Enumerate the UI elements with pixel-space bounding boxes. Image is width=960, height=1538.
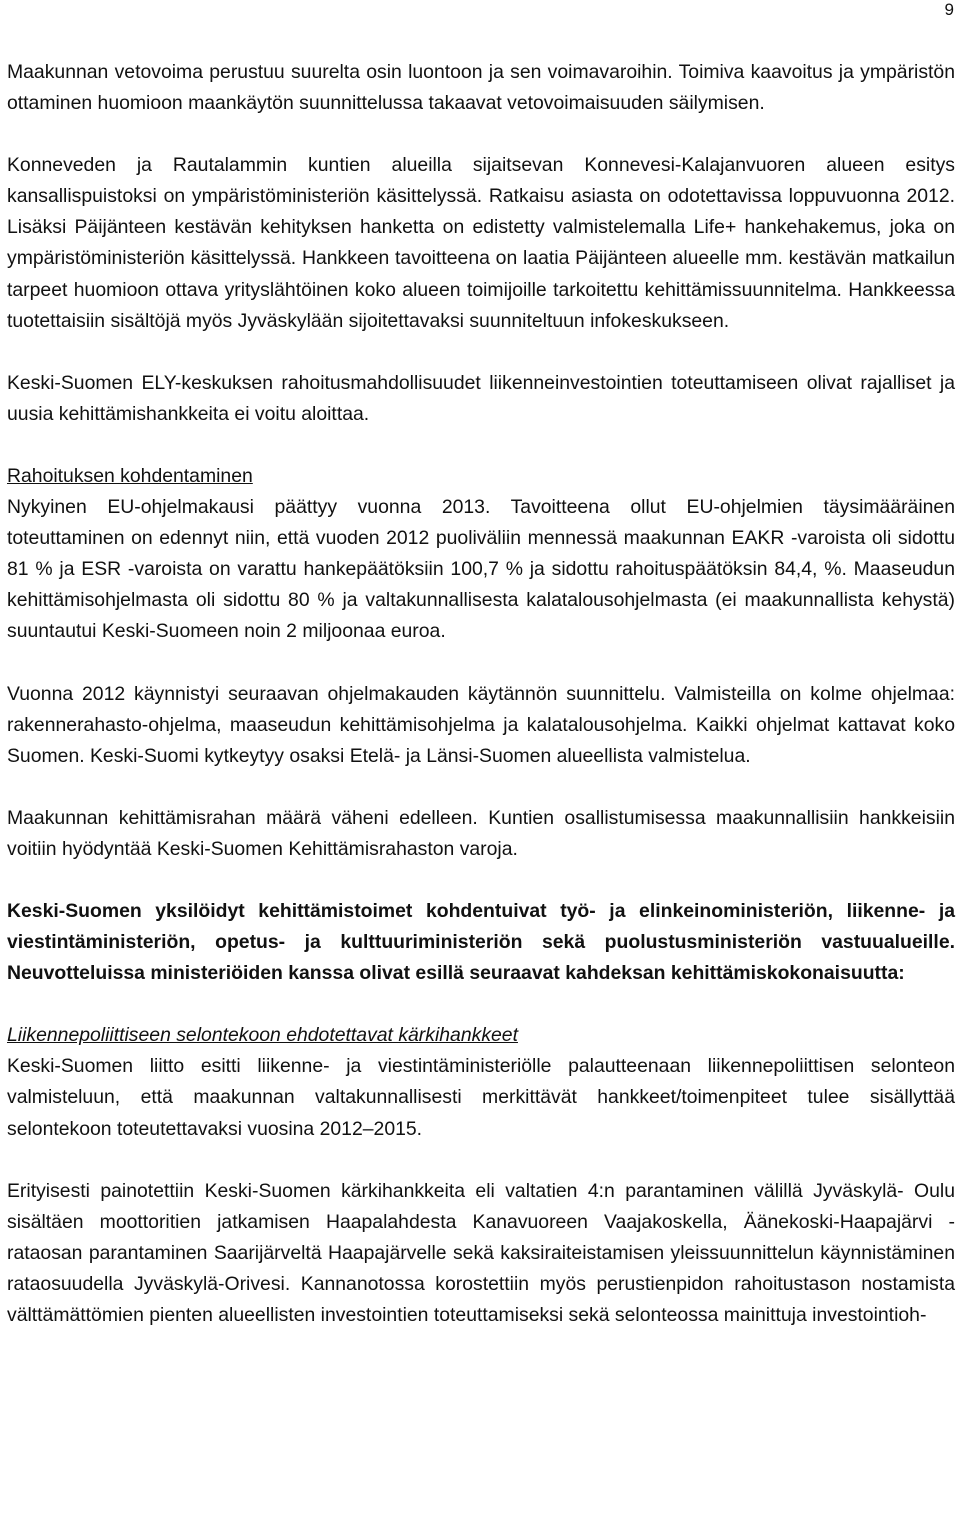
paragraph-ohjelmakauden-suunnittelu: Vuonna 2012 käynnistyi seuraavan ohjelmakauden käytännön suunnittelu. Valmisteilla on kolme ohjelmaa: rakennerahasto-ohjelma, maaseudun kehittämisohjelma ja kalatalousohjelma. Kaikki ohjelmat kattavat koko Suomen. Keski-Suomi kytkeytyy osaksi Etelä- ja Länsi-Suomen alueellista valmistelua. <box>7 682 955 767</box>
paragraph-karkihankkeet: Erityisesti painotettiin Keski-Suomen kärkihankkeita eli valtatien 4:n parantaminen välillä Jyväskylä- Oulu sisältäen moottoritien jatkamisen Haapalahdesta Kanavuoreen Vaajakoskella, Äänekoski-Haapajärvi -rataosan parantaminen Saarijärveltä Haapajärvelle sekä kaksiraiteistamisen yleissuunnittelun käynnistäminen rataosuudella Jyväskylä-Orivesi. Kannanotossa korostettiin myös perustienpidon rahoitustason nostamista välttämättömien pienten alueellisten investointien toteuttamiseksi sekä selonteossa mainittuja investointioh- <box>7 1179 955 1326</box>
paragraph-vetovoima: Maakunnan vetovoima perustuu suurelta osin luontoon ja sen voimavaroihin. Toimiva kaavoitus ja ympäristön ottaminen huomioon maankäytön suunnittelussa takaavat vetovoimaisuuden säilymisen. <box>7 61 955 115</box>
paragraph-kehittamisraha: Maakunnan kehittämisrahan määrä väheni edelleen. Kuntien osallistumisessa maakunnallisiin hankkeisiin voitiin hyödyntää Keski-Suomen Kehittämisrahaston varoja. <box>7 806 955 860</box>
heading-liikennepoliittinen-selonteko: Liikennepoliittiseen selontekoon ehdotettavat kärkihankkeet <box>7 1024 518 1047</box>
heading-rahoituksen-kohdentaminen: Rahoituksen kohdentaminen <box>7 464 253 487</box>
paragraph-eu-ohjelmakausi: Nykyinen EU-ohjelmakausi päättyy vuonna 2013. Tavoitteena ollut EU-ohjelmien täysimääräinen toteuttaminen on edennyt niin, että vuoden 2012 puoliväliin mennessä maakunnan EAKR -varoista oli sidottu 81 % ja ESR -varoista on varattu hankepäätöksiin 100,7 % ja sidottu rahoituspäätöksin 84,4, %. Maaseudun kehittämisohjelmasta oli sidottu 80 % ja valtakunnallisesta kalatalousohjelmasta (ei maakunnallista kehystä) suuntautui Keski-Suomeen noin 2 miljoonaa euroa. <box>7 496 955 643</box>
paragraph-kehittamistoimet: Keski-Suomen yksilöidyt kehittämistoimet kohdentuivat työ- ja elinkeinoministeriön, liikenne- ja viestintäministeriön, opetus- ja kulttuuriministeriön sekä puolustusministeriön vastuualueille. Neuvotteluissa ministeriöiden kanssa olivat esillä seuraavat kahdeksan kehittämiskokonaisuutta: <box>7 899 955 985</box>
paragraph-kansallispuisto: Konneveden ja Rautalammin kuntien alueilla sijaitsevan Konnevesi-Kalajanvuoren alueen esitys kansallispuistoksi on ympäristöministeriön käsittelyssä. Ratkaisu asiasta on odotettavissa loppuvuonna 2012. Lisäksi Päijänteen kestävän kehityksen hanketta on edistetty valmistelemalla Life+ hankehakemus, joka on ympäristöministeriön käsittelyssä. Hankkeen tavoitteena on laatia Päijänteen alueelle mm. kestävän matkailun tarpeet huomioon ottava yrityslähtöinen koko alueen toimijoille tarkoitettu kehittämissuunnitelma. Hankkeessa tuotettaisiin sisältöjä myös Jyväskylään sijoitettavaksi suunniteltuun infokeskukseen. <box>7 154 955 332</box>
paragraph-liitto-palaute: Keski-Suomen liitto esitti liikenne- ja viestintäministeriölle palautteenaan liikennepoliittisen selonteon valmisteluun, että maakunnan valtakunnallisesti merkittävät hankkeet/toimenpiteet tulee sisällyttää selontekoon toteutettavaksi vuosina 2012–2015. <box>7 1055 955 1140</box>
page-number: 9 <box>944 0 954 19</box>
paragraph-ely-rahoitus: Keski-Suomen ELY-keskuksen rahoitusmahdollisuudet liikenneinvestointien toteuttamiseen olivat rajalliset ja uusia kehittämishankkeita ei voitu aloittaa. <box>7 371 955 425</box>
document-body <box>7 57 955 1331</box>
